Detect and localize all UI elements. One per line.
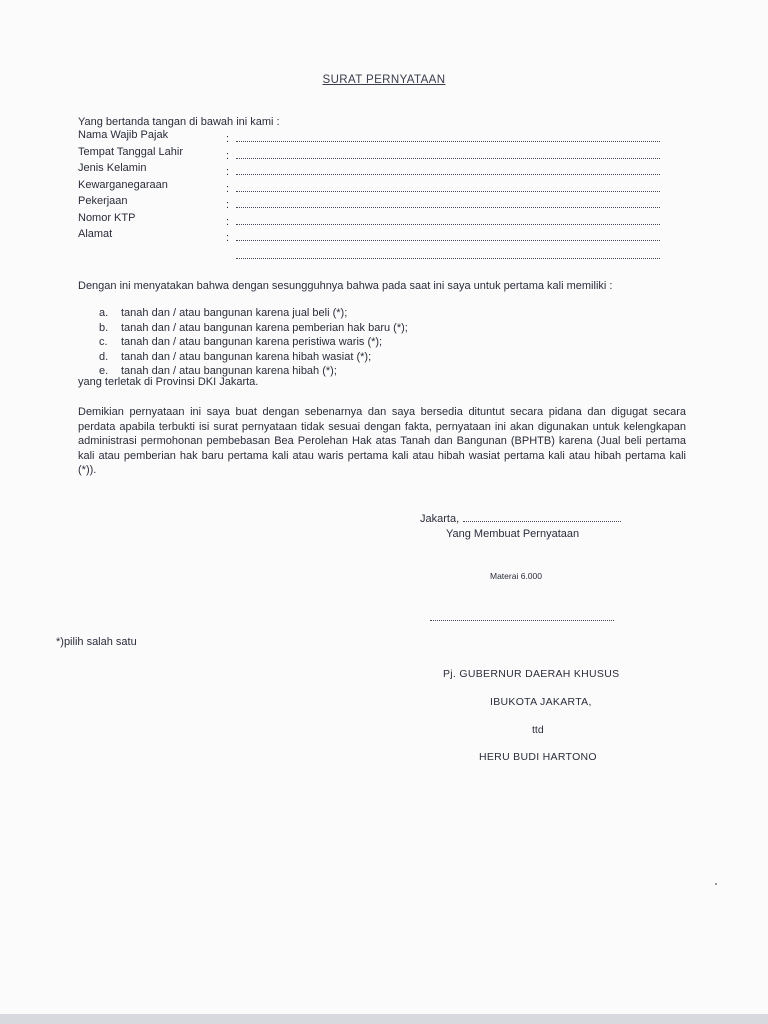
footnote: *)pilih salah satu: [56, 636, 137, 648]
field-colon: :: [226, 232, 230, 244]
field-label: Nomor KTP: [78, 211, 136, 224]
signature-place-date: [420, 513, 621, 525]
field-colon: :: [226, 166, 230, 178]
field-label: Tempat Tanggal Lahir: [78, 145, 183, 158]
fill-in-line: [236, 141, 660, 142]
option-list: [99, 306, 408, 379]
governor-title-line1: Pj. GUBERNUR DAERAH KHUSUS: [443, 668, 620, 680]
intro-text: Yang bertanda tangan di bawah ini kami :: [78, 116, 280, 128]
identity-fields: [78, 129, 678, 245]
field-row-address: [78, 228, 678, 245]
field-label: Kewarganegaraan: [78, 178, 168, 191]
document-title: SURAT PERNYATAAN: [322, 74, 446, 86]
fill-in-line: [236, 174, 660, 175]
option-letter: b.: [99, 321, 109, 334]
option-item: [99, 321, 408, 336]
statement-paragraph: Dengan ini menyatakan bahwa dengan sesungguhnya bahwa pada saat ini saya untuk pertama kali memiliki :: [78, 280, 613, 292]
fill-in-line: [236, 224, 660, 225]
field-colon: :: [226, 133, 230, 145]
governor-title-line2: IBUKOTA JAKARTA,: [490, 696, 592, 708]
option-text: tanah dan / atau bangunan karena hibah (*);: [121, 365, 337, 377]
option-letter: d.: [99, 350, 109, 363]
option-text: tanah dan / atau bangunan karena jual beli (*);: [121, 307, 348, 319]
scan-bottom-edge: [0, 1014, 768, 1024]
field-row-occupation: [78, 195, 678, 212]
date-fill-line: [463, 521, 621, 522]
signed-mark: ttd: [532, 724, 544, 736]
field-label: Alamat: [78, 228, 113, 240]
option-letter: a.: [99, 307, 109, 319]
field-colon: :: [226, 182, 230, 195]
field-row-ktp: [78, 212, 678, 229]
governor-name: HERU BUDI HARTONO: [479, 751, 597, 763]
scan-speck: [715, 883, 717, 885]
city-label: Jakarta,: [420, 513, 460, 525]
fill-in-line: [236, 158, 660, 159]
signature-line: [430, 620, 614, 621]
option-text: tanah dan / atau bangunan karena peristiwa waris (*);: [121, 336, 383, 348]
field-row-name: [78, 129, 678, 146]
option-item: [99, 306, 408, 321]
option-letter: e.: [99, 365, 109, 377]
option-text: tanah dan / atau bangunan karena hibah wasiat (*);: [121, 350, 372, 363]
address-extra-line: [236, 258, 660, 259]
option-item: [99, 335, 408, 350]
field-row-gender: [78, 162, 678, 179]
stamp-duty-label: Materai 6.000: [490, 571, 542, 581]
fill-in-line: [236, 207, 660, 208]
field-colon: :: [226, 149, 230, 162]
option-letter: c.: [99, 336, 108, 348]
declaration-paragraph: Demikian pernyataan ini saya buat dengan sebenarnya dan saya bersedia dituntut secara pidana dan digugat secara perdata apabila terbukti isi surat pernyataan tidak sesuai dengan fakta, pernyataan ini akan digunakan untuk kelengkapan administrasi permohonan pembebasan Bea Perolehan Hak atas Tanah dan Bangunan (BPHTB) karena (Jual beli pertama kali atau pemberian hak baru pertama kali atau waris pertama kali atau hibah wasiat pertama kali atau hibah pertama kali (*)).: [78, 406, 686, 476]
maker-label: Yang Membuat Pernyataan: [446, 528, 580, 540]
option-text: tanah dan / atau bangunan karena pemberian hak baru (*);: [121, 321, 408, 334]
field-label: Pekerjaan: [78, 195, 128, 207]
field-row-citizenship: [78, 179, 678, 196]
field-colon: :: [226, 215, 230, 228]
field-label: Jenis Kelamin: [78, 162, 147, 174]
field-label: Nama Wajib Pajak: [78, 129, 169, 141]
field-colon: :: [226, 199, 230, 211]
field-row-birth: [78, 146, 678, 163]
fill-in-line: [236, 191, 660, 192]
location-text: yang terletak di Provinsi DKI Jakarta.: [78, 376, 259, 388]
fill-in-line: [236, 240, 660, 241]
option-item: [99, 350, 408, 365]
